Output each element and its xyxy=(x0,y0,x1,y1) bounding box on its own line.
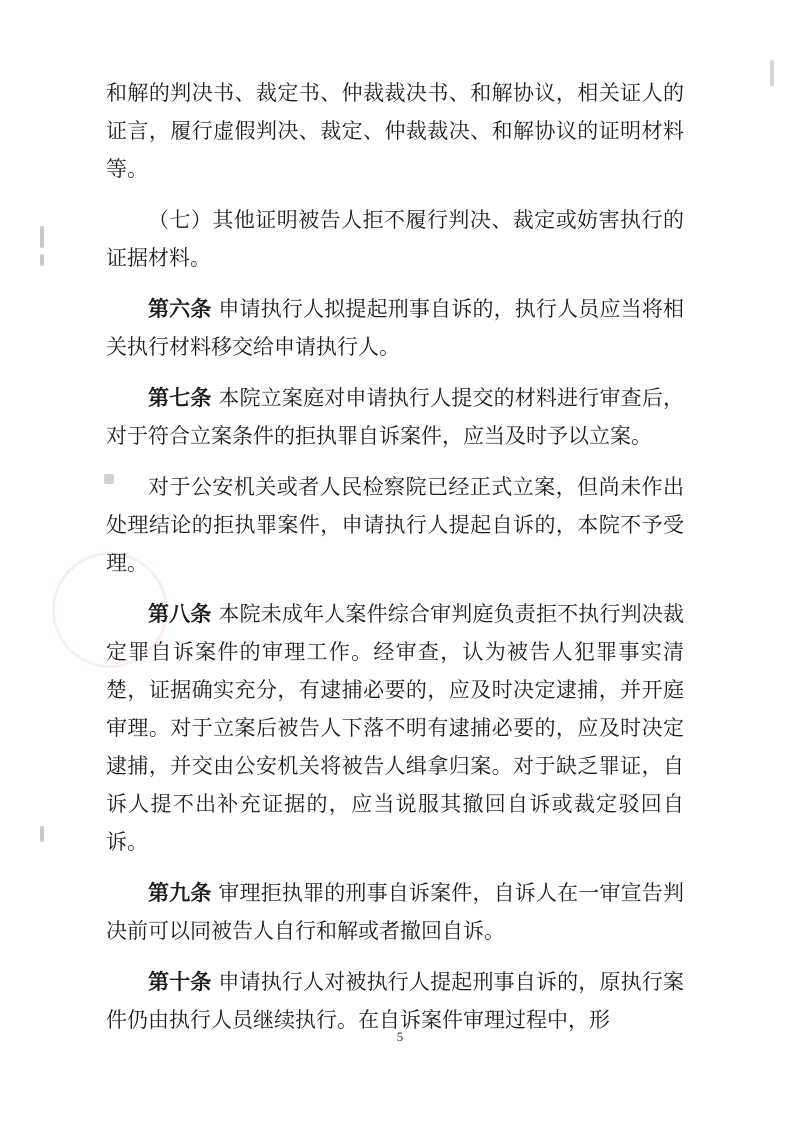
paragraph-text: 申请执行人拟提起刑事自诉的，执行人员应当将相关执行材料移交给申请执行人。 xyxy=(106,297,684,359)
article-7-clause-2 xyxy=(106,468,684,582)
document-body xyxy=(106,74,684,1052)
paragraph-text: 和解的判决书、裁定书、仲裁裁决书、和解协议，相关证人的证言，履行虚假判决、裁定、仲裁裁决、和解协议的证明材料等。 xyxy=(106,81,684,181)
scan-artifact xyxy=(770,60,774,86)
page-number: 5 xyxy=(396,1029,404,1044)
paragraph-text: 本院立案庭对申请执行人提交的材料进行审查后，对于符合立案条件的拒执罪自诉案件，应当及时予以立案。 xyxy=(106,386,684,448)
article-7 xyxy=(106,379,684,455)
article-9 xyxy=(106,874,684,950)
article-heading: 第八条 xyxy=(148,601,212,626)
scan-artifact xyxy=(40,226,44,248)
scan-artifact xyxy=(40,254,44,266)
article-10 xyxy=(106,963,684,1039)
paragraph-text: 本院未成年人案件综合审判庭负责拒不执行判决裁定罪自诉案件的审理工作。经审查，认为被告人犯罪事实清楚，证据确实充分，有逮捕必要的，应及时决定逮捕，并开庭审理。对于立案后被告人下落不明有逮捕必要的，应及时决定逮捕，并交由公安机关将被告人缉拿归案。对于缺乏罪证，自诉人提不出补充证据的，应当说服其撤回自诉或裁定驳回自诉。 xyxy=(106,602,684,854)
article-heading: 第九条 xyxy=(148,880,212,905)
paragraph-item-seven xyxy=(106,201,684,277)
paragraph-text: 审理拒执罪的刑事自诉案件，自诉人在一审宣告判决前可以同被告人自行和解或者撤回自诉。 xyxy=(106,881,684,943)
article-8 xyxy=(106,595,684,861)
paragraph-text: 对于公安机关或者人民检察院已经正式立案，但尚未作出处理结论的拒执罪案件，申请执行人提起自诉的，本院不予受理。 xyxy=(106,475,684,575)
article-heading: 第十条 xyxy=(148,969,212,994)
article-heading: 第七条 xyxy=(148,385,212,410)
paragraph-text: 申请执行人对被执行人提起刑事自诉的，原执行案件仍由执行人员继续执行。在自诉案件审理过程中，形 xyxy=(106,970,684,1032)
paragraph-continuation xyxy=(106,74,684,188)
article-6 xyxy=(106,290,684,366)
paragraph-text: （七）其他证明被告人拒不履行判决、裁定或妨害执行的证据材料。 xyxy=(106,208,684,270)
article-heading: 第六条 xyxy=(148,296,212,321)
scan-artifact xyxy=(40,826,44,842)
